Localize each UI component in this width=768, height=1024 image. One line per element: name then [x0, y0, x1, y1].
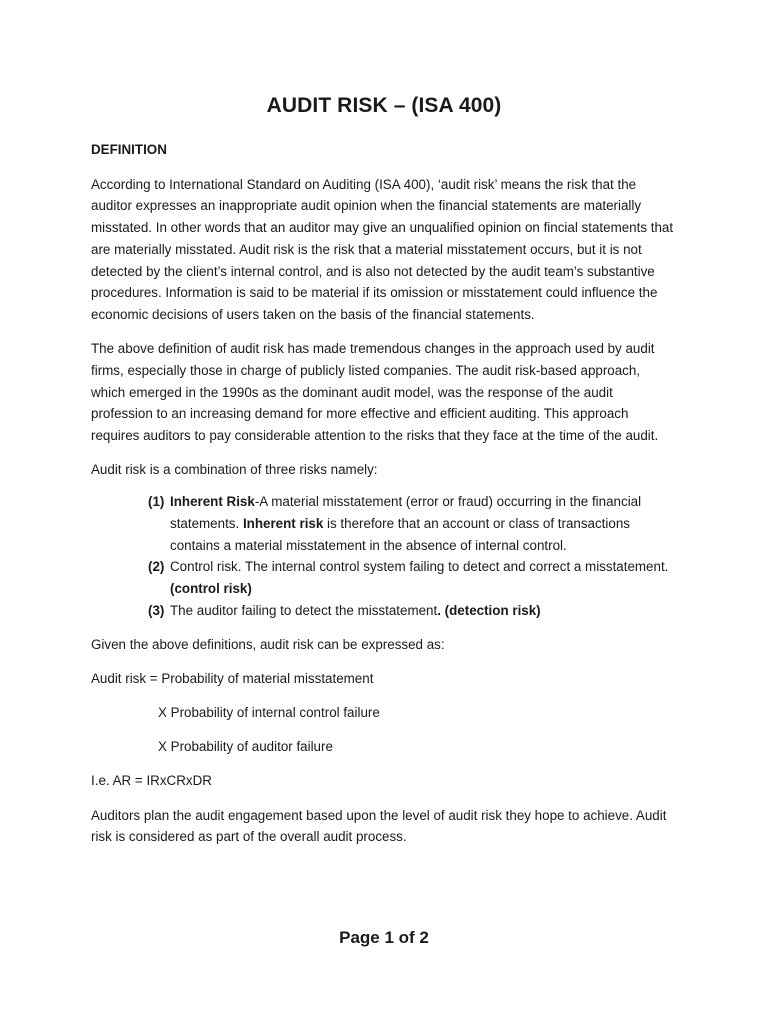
risk-list	[91, 491, 676, 621]
document-title: AUDIT RISK – (ISA 400)	[266, 94, 502, 117]
formula-line-3: X Probability of auditor failure	[158, 739, 333, 755]
formula-line-2: X Probability of internal control failure	[158, 704, 380, 720]
detection-risk-term: . (detection risk)	[437, 602, 541, 618]
document-body	[91, 139, 676, 860]
inherent-risk-text: -A material misstatement (error or fraud) occurring in the financial statements.	[170, 494, 642, 532]
control-risk-term: (control risk)	[170, 581, 252, 597]
control-risk-text: Control risk. The internal control system failing to detect and correct a misstatement.	[170, 559, 669, 575]
list-item	[148, 556, 676, 599]
list-number: (3)	[148, 602, 165, 618]
detection-risk-text: The auditor failing to detect the misstatement	[170, 602, 438, 618]
expression-intro: Given the above definitions, audit risk can be expressed as:	[91, 636, 445, 652]
list-item	[148, 600, 676, 622]
definition-heading: DEFINITION	[91, 142, 167, 157]
page-number: Page 1 of 2	[339, 928, 429, 947]
formula-line-1: Audit risk = Probability of material misstatement	[91, 670, 374, 686]
inherent-risk-term: Inherent Risk	[170, 494, 255, 510]
definition-paragraph: According to International Standard on Auditing (ISA 400), ‘audit risk’ means the risk that the auditor expresses an inappropriate audit opinion when the financial statements are materially misstated. In other words that an auditor may give an unqualified opinion on fincial statements that are materially misstated. Audit risk is the risk that a material misstatement occurs, but it is not detected by the client’s internal control, and is also not detected by the audit team’s substantive procedures. Information is said to be material if its omission or misstatement could influence the economic decisions of users taken on the basis of the financial statements.	[91, 176, 674, 322]
inherent-risk-text-cont: is therefore that an account or class of transactions contains a material misstatement in the absence of internal control.	[170, 516, 630, 553]
closing-paragraph: Auditors plan the audit engagement based upon the level of audit risk they hope to achieve. Audit risk is considered as part of the overall audit process.	[91, 807, 667, 845]
combination-paragraph: Audit risk is a combination of three risks namely:	[91, 462, 378, 478]
formula-short: I.e. AR = IRxCRxDR	[91, 773, 212, 789]
inherent-risk-term-inline: Inherent risk	[242, 516, 324, 532]
list-number: (2)	[148, 559, 165, 575]
list-number: (1)	[148, 494, 165, 510]
list-item	[148, 491, 676, 556]
approach-paragraph: The above definition of audit risk has made tremendous changes in the approach used by audit firms, especially those in charge of publicly listed companies. The audit risk-based approach, which emerged in the 1990s as the dominant audit model, was the response of the audit profession to an increasing demand for more effective and efficient auditing. This approach requires auditors to pay considerable attention to the risks that they face at the time of the audit.	[91, 341, 659, 443]
